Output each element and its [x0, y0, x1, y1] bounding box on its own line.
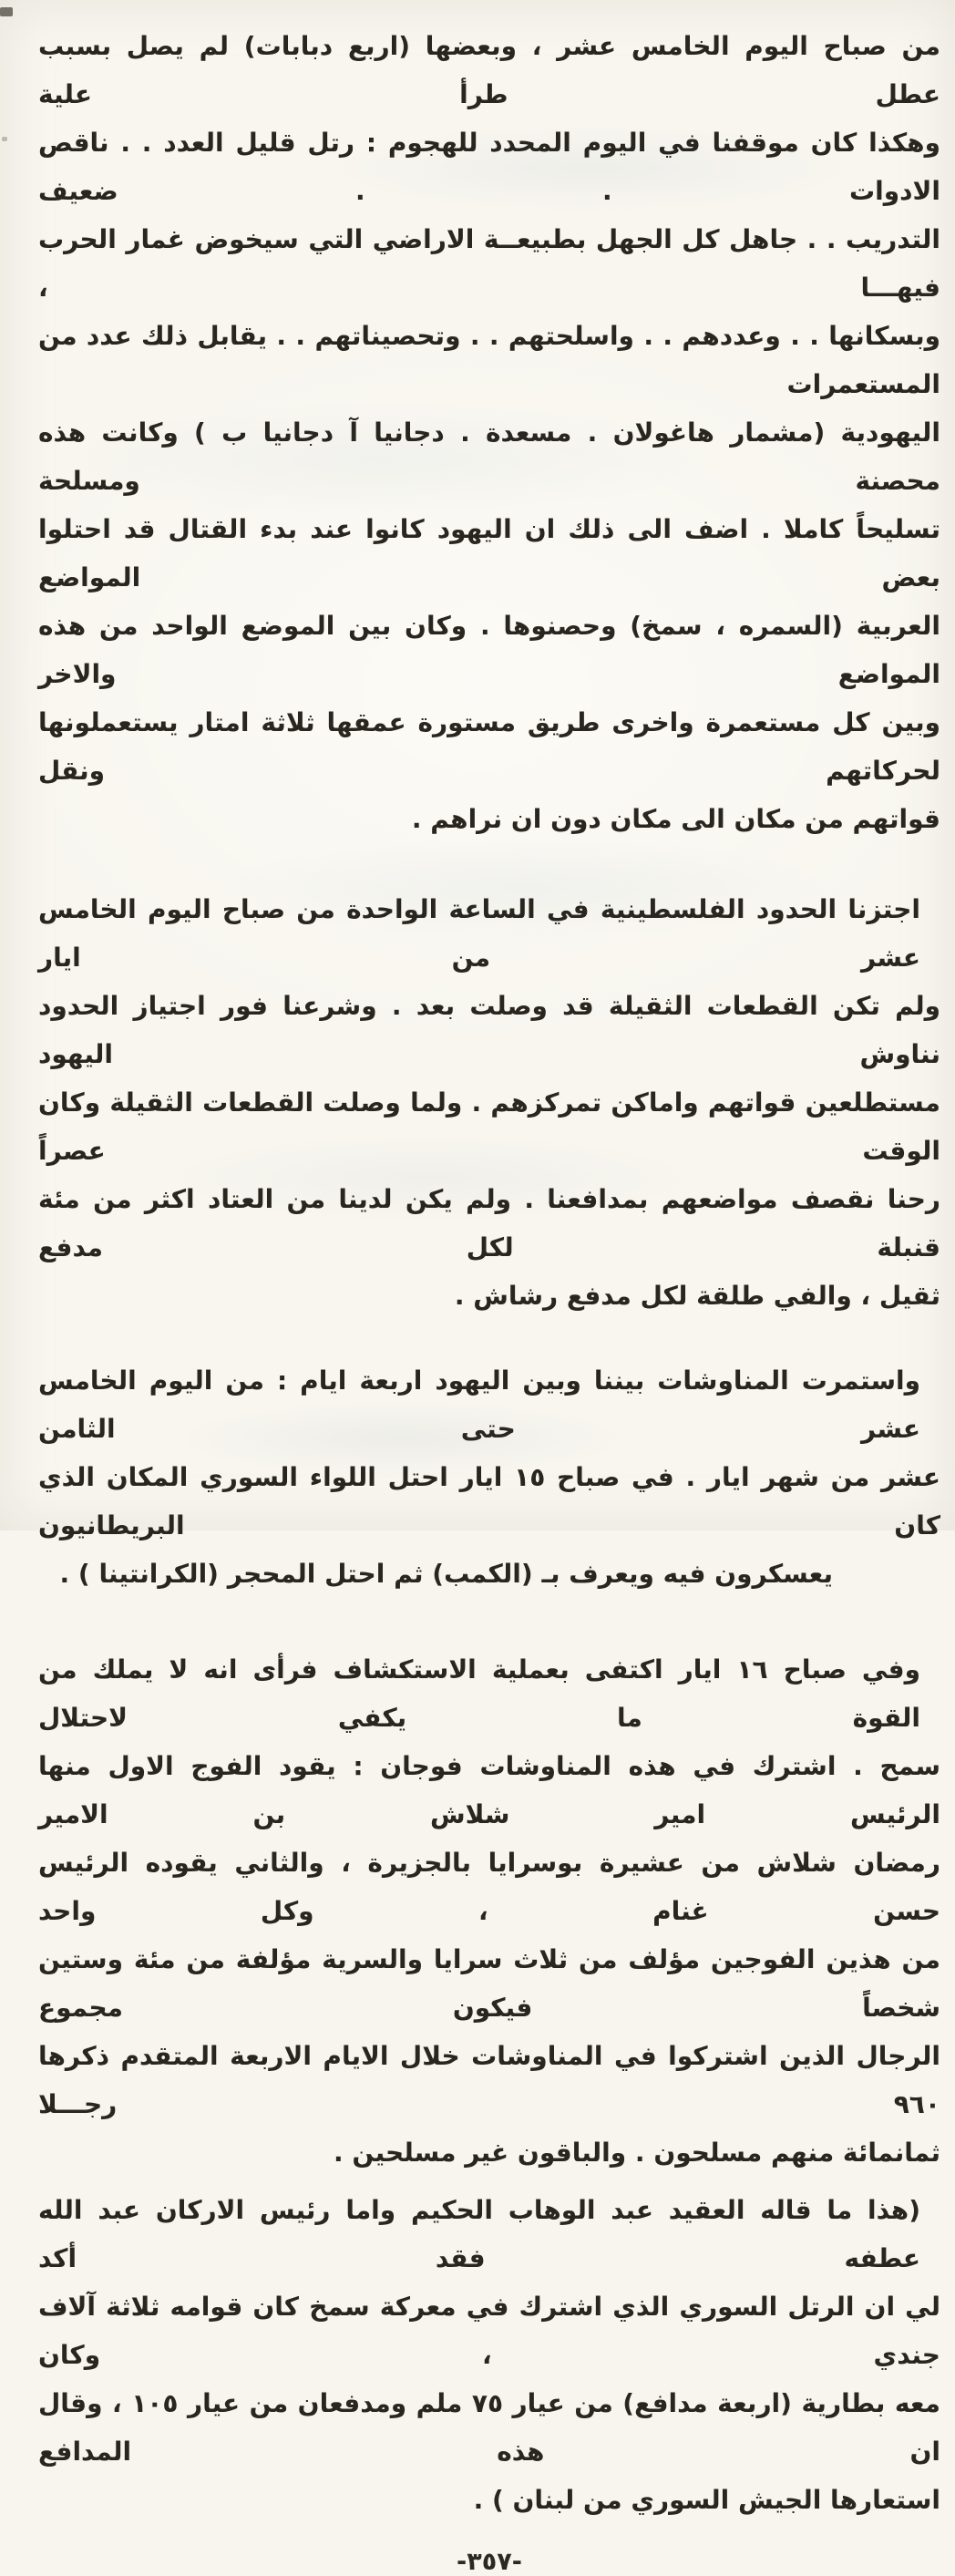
text-line: ولم تكن القطعات الثقيلة قد وصلت بعد . وشرعنا فور اجتياز الحدود نناوش اليهود — [38, 991, 940, 1069]
text-line: وبين كل مستعمرة واخرى طريق مستورة عمقها ثلاثة امتار يستعملونها لحركاتهم ونقل — [38, 707, 940, 786]
text-line: قواتهم من مكان الى مكان دون ان نراهم . — [411, 804, 940, 834]
text-line: لي ان الرتل السوري الذي اشترك في معركة سمخ كان قوامه ثلاثة آلاف جندي ، وكان — [38, 2292, 940, 2370]
text-line: مستطلعين قواتهم واماكن تمركزهم . ولما وصلت القطعات الثقيلة وكان الوقت عصراً — [38, 1087, 940, 1166]
text-line: عشر من شهر ايار . في صباح ١٥ ايار احتل اللواء السوري المكان الذي كان البريطانيون — [38, 1462, 940, 1540]
scan-speck — [2, 137, 7, 141]
text-line: الرجال الذين اشتركوا في المناوشات خلال الايام الاربعة المتقدم ذكرها ٩٦٠ رجـــلا — [38, 2041, 940, 2119]
paragraph — [38, 1356, 940, 1598]
text-line: التدريب . . جاهل كل الجهل بطبيعــة الاراضي التي سيخوض غمار الحرب فيهـــا ، — [38, 224, 940, 303]
text-line: وبسكانها . . وعددهم . . واسلحتهم . . وتحصيناتهم . . يقابل ذلك عدد من المستعمرات — [38, 321, 940, 399]
paragraph — [38, 1645, 940, 2177]
paragraph — [38, 2186, 940, 2524]
text-line: اليهودية (مشمار هاغولان . مسعدة . دجانيا آ دجانيا ب ) وكانت هذه محصنة ومسلحة — [38, 417, 940, 496]
text-line: وهكذا كان موقفنا في اليوم المحدد للهجوم : رتل قليل العدد . . ناقص الادوات . . ضعيف — [38, 128, 940, 206]
text-line: رحنا نقصف مواضعهم بمدافعنا . ولم يكن لدينا من العتاد اكثر من مئة قنبلة لكل مدفع — [38, 1184, 940, 1262]
text-line: اجتزنا الحدود الفلسطينية في الساعة الواحدة من صباح اليوم الخامس عشر من ايار — [38, 894, 920, 973]
paragraph — [38, 885, 940, 1320]
text-line: من صباح اليوم الخامس عشر ، وبعضها (اربع دبابات) لم يصل بسبب عطل طرأ علية — [38, 31, 940, 109]
text-line: العربية (السمره ، سمخ) وحصنوها . وكان بين الموضع الواحد من هذه المواضع والاخر — [38, 611, 940, 689]
text-line: استعارها الجيش السوري من لبنان ) . — [473, 2485, 940, 2515]
text-line: ثمانمائة منهم مسلحون . والباقون غير مسلحين . — [334, 2138, 940, 2168]
text-line: (هذا ما قاله العقيد عبد الوهاب الحكيم واما رئيس الاركان عبد الله عطفه فقد أكد — [38, 2195, 920, 2273]
text-line: سمح . اشترك في هذه المناوشات فوجان : يقود الفوج الاول منها الرئيس امير شلاش بن الامير — [38, 1751, 940, 1829]
scan-speck — [0, 7, 13, 16]
text-line: ثقيل ، والفي طلقة لكل مدفع رشاش . — [454, 1281, 940, 1311]
text-line: واستمرت المناوشات بيننا وبين اليهود اربعة ايام : من اليوم الخامس عشر حتى الثامن — [38, 1365, 920, 1444]
text-line: يعسكرون فيه ويعرف بـ (الكمب) ثم احتل المحجر (الكرانتينا ) . — [59, 1559, 833, 1589]
paragraph — [38, 22, 940, 843]
text-line: من هذين الفوجين مؤلف من ثلاث سرايا والسرية مؤلفة من مئة وستين شخصاً فيكون مجموع — [38, 1944, 940, 2023]
text-line: وفي صباح ١٦ ايار اكتفى بعملية الاستكشاف فرأى انه لا يملك من القوة ما يكفي لاحتلال — [38, 1654, 920, 1733]
text-line: رمضان شلاش من عشيرة بوسرايا بالجزيرة ، والثاني يقوده الرئيس حسن غنام ، وكل واحد — [38, 1848, 940, 1926]
page-number: -٣٥٧- — [457, 2548, 522, 2576]
text-line: تسليحاً كاملا . اضف الى ذلك ان اليهود كانوا عند بدء القتال قد احتلوا بعض المواضع — [38, 514, 940, 592]
text-line: معه بطارية (اربعة مدافع) من عيار ٧٥ ملم ومدفعان من عيار ١٠٥ ، وقال ان هذه المدافع — [38, 2388, 940, 2467]
text-block — [38, 22, 940, 2524]
